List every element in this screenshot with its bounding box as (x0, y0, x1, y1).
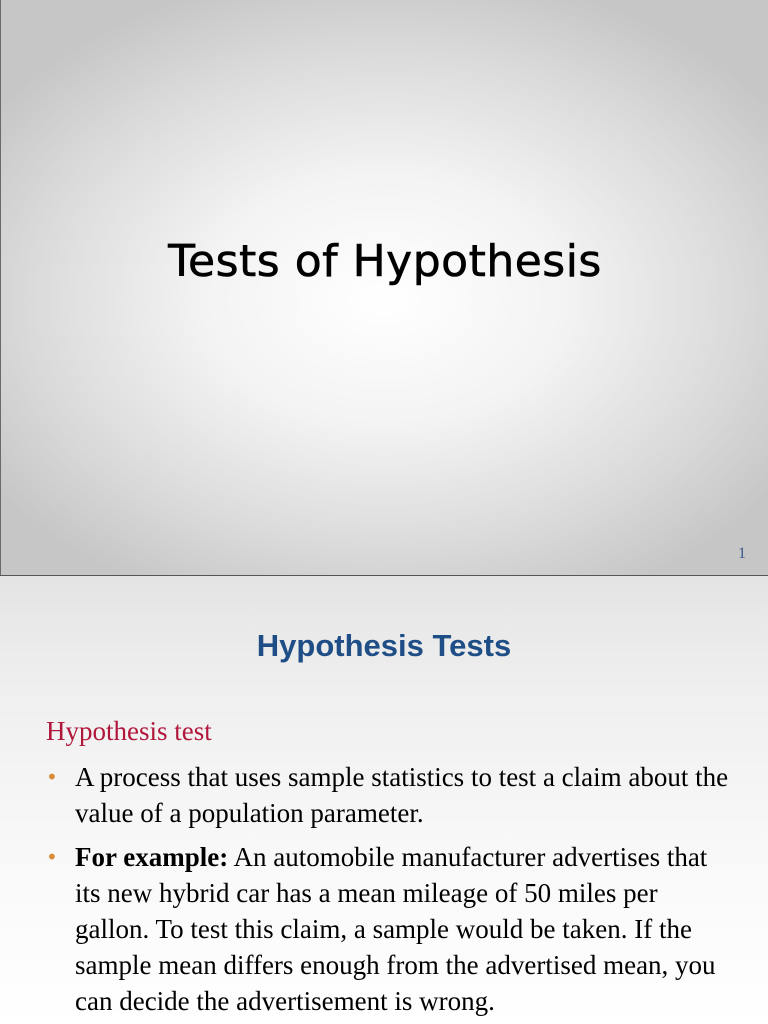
section-heading: Hypothesis test (46, 716, 212, 746)
bullet-lead: For example: (75, 842, 229, 872)
bullet-text: An automobile manufacturer advertises that its new hybrid car has a mean mileage of 50 miles per gallon. To test this claim, a sample would be taken. If the sample mean differs enough from the advertised mean, you can decide the advertisement is wrong. (75, 842, 716, 1016)
bullet-dot-icon: • (46, 845, 58, 869)
bullet-text: A process that uses sample statistics to test a claim about the value of a population parameter. (75, 762, 729, 828)
bullet-list (46, 759, 736, 1024)
bullet-dot-icon: • (46, 765, 58, 789)
bullet-item (46, 759, 736, 831)
slide-hypothesis-tests (0, 576, 768, 1024)
slide-title-text: Tests of Hypothesis (168, 236, 602, 287)
page-number: 1 (738, 545, 746, 562)
bullet-item (46, 839, 736, 1019)
slide-heading: Hypothesis Tests (256, 628, 512, 663)
